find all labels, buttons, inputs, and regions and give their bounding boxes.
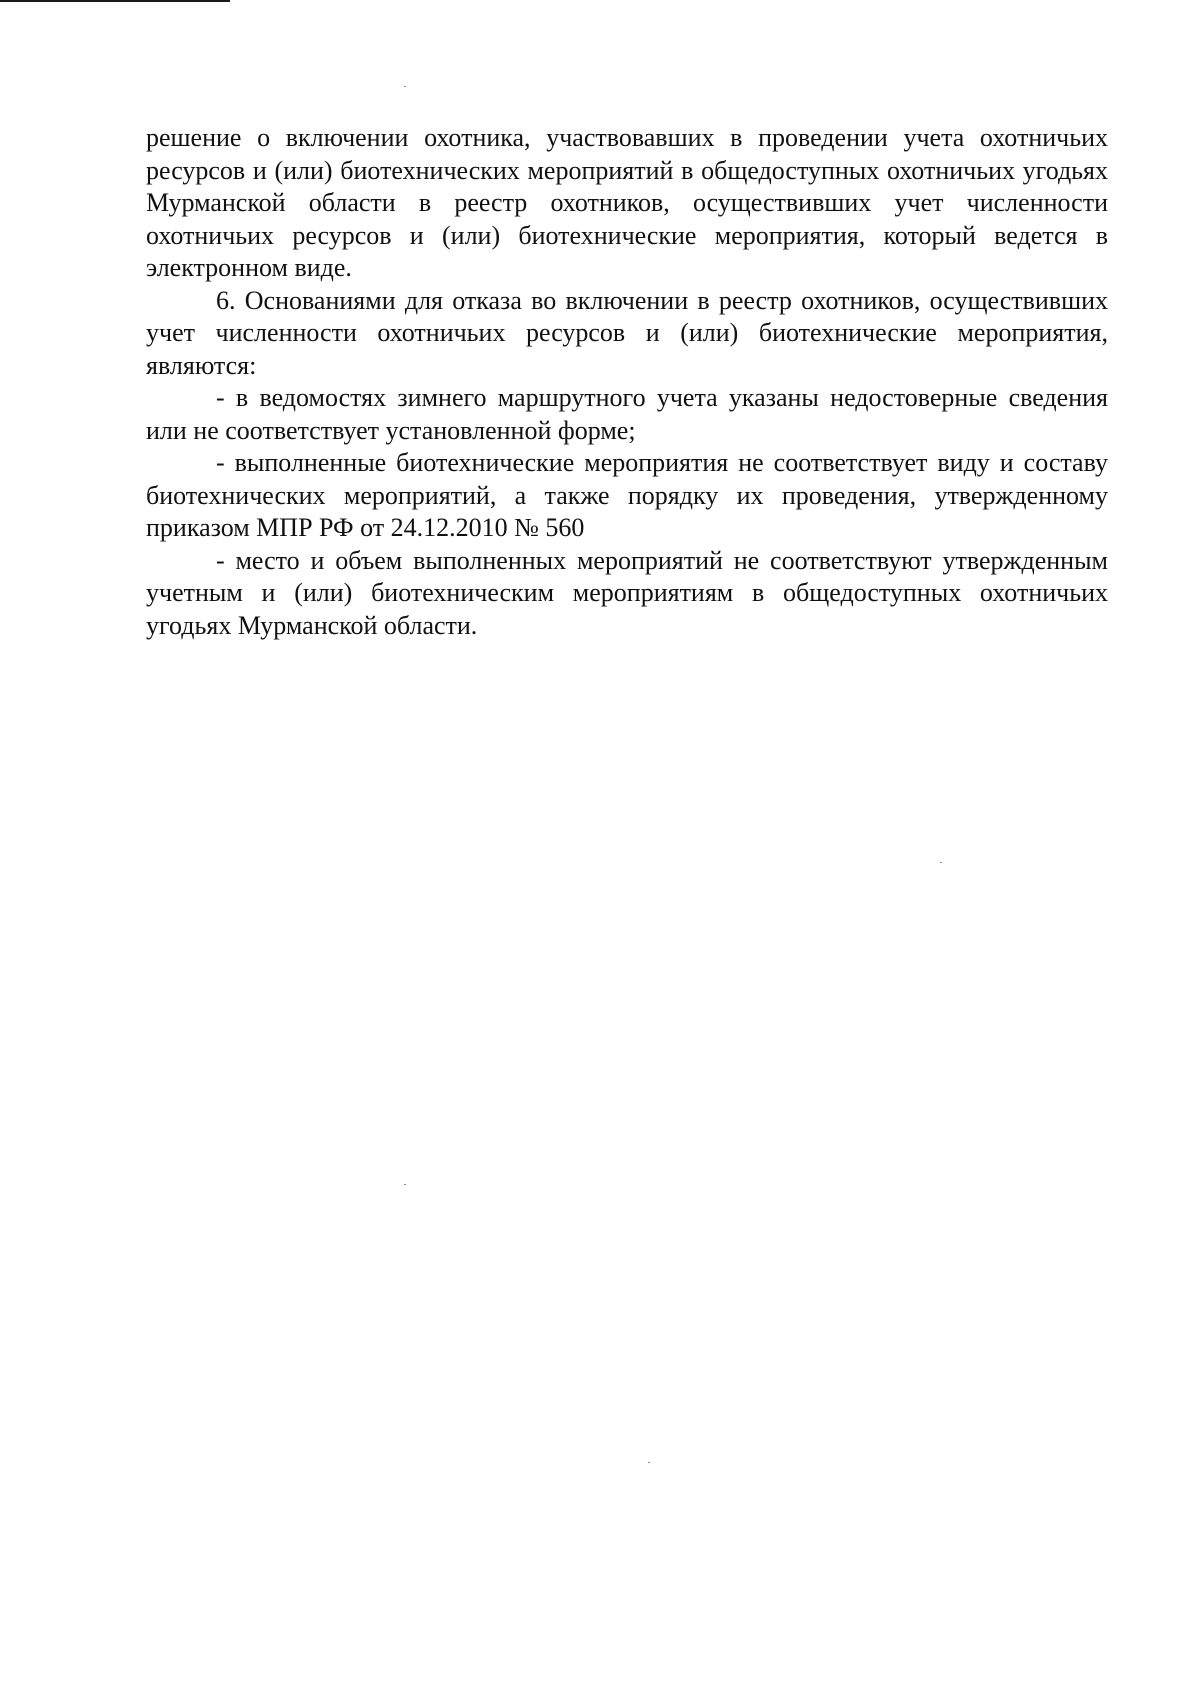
scan-speck xyxy=(940,862,942,863)
scan-speck xyxy=(404,86,406,87)
scan-speck xyxy=(648,1462,650,1463)
list-item-route-records: - в ведомостях зимнего маршрутного учета указаны недостоверные сведения или не соответствует установленной форме; xyxy=(146,383,1108,445)
scan-speck xyxy=(404,1184,406,1185)
paragraph-registry-decision: решение о включении охотника, участвовавших в проведении учета охотничьих ресурсов и (или) биотехнических мероприятий в общедоступных охотничьих угодьях Мурманской области в реестр охотников, осуществивших учет численности охотничьих ресурсов и (или) биотехнические мероприятия, который ведется в электронном виде. xyxy=(146,123,1108,282)
list-item-place-volume: - место и объем выполненных мероприятий не соответствуют утвержденным учетным и (или) биотехническим мероприятиям в общедоступных охотничьих угодьях Мурманской области. xyxy=(146,545,1108,640)
paragraph-refusal-grounds: 6. Основаниями для отказа во включении в реестр охотников, осуществивших учет численности охотничьих ресурсов и (или) биотехнические мероприятия, являются: xyxy=(146,285,1108,380)
list-item-biotechnical-measures: - выполненные биотехнические мероприятия не соответствует виду и составу биотехнических мероприятий, а также порядку их проведения, утвержденному приказом МПР РФ от 24.12.2010 № 560 xyxy=(146,448,1108,542)
scan-edge-line xyxy=(0,0,230,2)
document-body xyxy=(146,122,1108,642)
